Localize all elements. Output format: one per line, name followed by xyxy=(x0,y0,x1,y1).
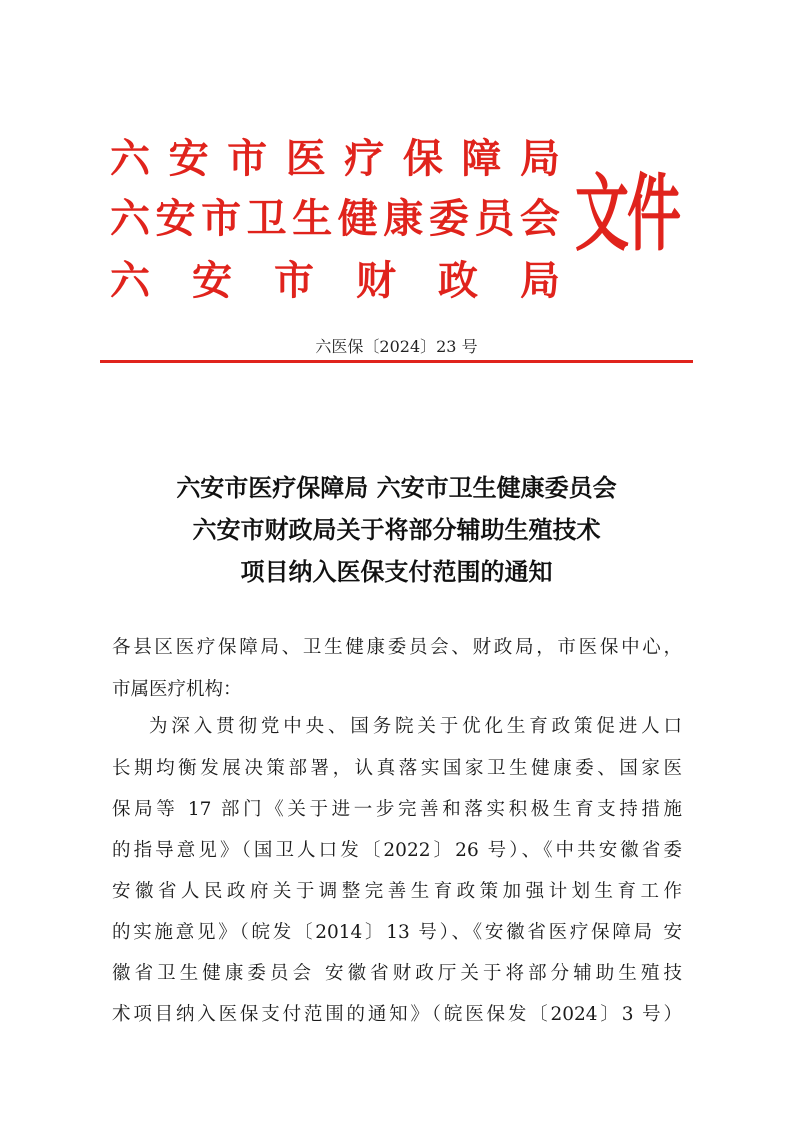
char: 员 xyxy=(474,195,515,242)
char: 障 xyxy=(461,135,502,182)
char: 市 xyxy=(201,195,242,242)
paragraph-line: 安徽省人民政府关于调整完善生育政策加强计划生育工作 xyxy=(112,881,682,902)
title-line: 六安市财政局关于将部分辅助生殖技术 xyxy=(192,515,601,544)
title-line: 六安市医疗保障局 六安市卫生健康委员会 xyxy=(176,473,617,502)
char: 市 xyxy=(227,135,268,182)
paragraph-line: 保局等 17 部门《关于进一步完善和落实积极生育支持措施 xyxy=(112,799,682,820)
char: 疗 xyxy=(344,135,385,182)
char: 六 xyxy=(110,135,150,182)
red-divider-line xyxy=(100,360,693,363)
addressee-line: 各县区医疗保障局、卫生健康委员会、财政局，市医保中心， xyxy=(112,637,682,658)
char: 医 xyxy=(285,135,326,182)
paragraph-line: 的指导意见》（国卫人口发〔2022〕26 号）、《中共安徽省委 xyxy=(112,840,682,861)
char: 康 xyxy=(383,195,424,242)
title-line: 项目纳入医保支付范围的通知 xyxy=(240,557,553,586)
char: 六 xyxy=(110,195,150,242)
char: 卫 xyxy=(246,195,287,242)
document-number: 六医保〔2024〕23 号 xyxy=(315,337,478,356)
addressee-line: 市属医疗机构： xyxy=(112,679,242,700)
document-word: 文件 xyxy=(575,163,679,263)
char: 财 xyxy=(356,257,396,304)
char: 安 xyxy=(192,257,232,304)
char: 局 xyxy=(519,135,560,182)
paragraph-line: 徽省卫生健康委员会 安徽省财政厅关于将部分辅助生殖技 xyxy=(112,963,682,984)
char: 市 xyxy=(274,257,314,304)
char: 政 xyxy=(438,257,478,304)
char: 安 xyxy=(168,135,209,182)
char: 安 xyxy=(155,195,196,242)
char: 健 xyxy=(337,195,378,242)
char: 局 xyxy=(520,257,560,304)
paragraph-line: 的实施意见》（皖发〔2014〕13 号）、《安徽省医疗保障局 安 xyxy=(112,922,682,943)
issuer-finance-bureau xyxy=(110,257,560,305)
issuer-medical-security-bureau xyxy=(110,135,560,183)
issuer-health-commission xyxy=(110,195,560,243)
char: 保 xyxy=(402,135,443,182)
paragraph-line: 术项目纳入医保支付范围的通知》（皖医保发〔2024〕3 号） xyxy=(112,1004,682,1025)
char: 六 xyxy=(110,257,150,304)
char: 生 xyxy=(292,195,333,242)
char: 委 xyxy=(428,195,469,242)
paragraph-line: 长期均衡发展决策部署，认真落实国家卫生健康委、国家医 xyxy=(112,758,682,779)
paragraph-line: 为深入贯彻党中央、国务院关于优化生育政策促进人口 xyxy=(149,716,682,737)
char: 会 xyxy=(519,195,560,242)
